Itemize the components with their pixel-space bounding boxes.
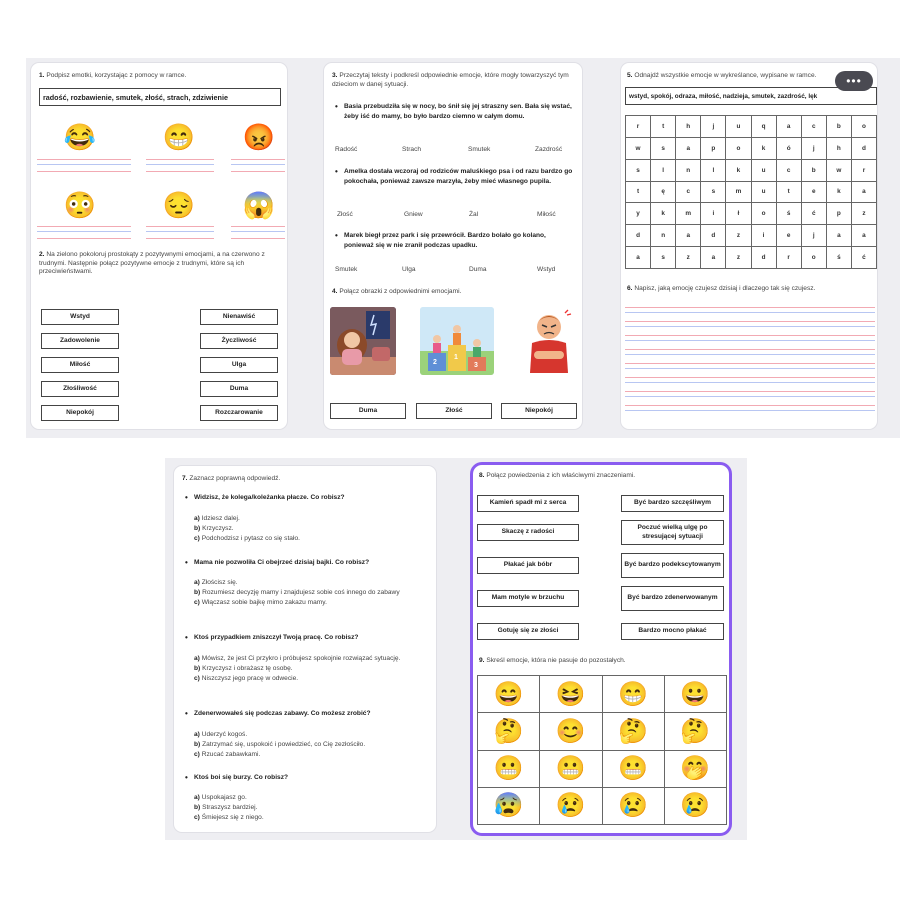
word-search-cell[interactable]: c [777, 160, 802, 182]
word-search-cell[interactable]: k [827, 182, 852, 204]
answers-2 [194, 578, 430, 608]
word-search-cell[interactable]: s [651, 138, 676, 160]
emoji-choice-cell[interactable]: 🤔 [478, 713, 540, 750]
task-2-instruction [39, 251, 281, 277]
emotion-box-left[interactable]: Wstyd [41, 309, 119, 325]
task-1-instruction [39, 72, 279, 81]
emoji-choice-cell[interactable]: 😬 [603, 751, 665, 788]
writing-line[interactable] [231, 159, 285, 160]
story-1-option[interactable]: Zazdrość [535, 146, 563, 153]
task-3-instruction [332, 72, 576, 89]
worried-girl-image [330, 307, 396, 375]
emotion-box-right[interactable]: Życzliwość [200, 333, 278, 349]
writing-line[interactable] [625, 349, 875, 350]
task-6-instruction [627, 285, 875, 294]
word-search-cell[interactable]: k [726, 160, 751, 182]
meaning-box[interactable]: Bardzo mocno płakać [621, 623, 724, 640]
word-search-cell[interactable]: j [802, 225, 827, 247]
illustration-worried-girl[interactable] [330, 307, 396, 375]
answer-option[interactable]: c) Podchodzisz i pytasz co się stało. [194, 534, 300, 542]
emoji-laughing-icon: 😂 [63, 121, 97, 152]
word-search-cell[interactable]: d [852, 138, 877, 160]
story-1-text: • Basia przebudziła się w nocy, bo śnił się jej straszny sen. Bała się wstać, żeby iść do mamy, bo było bardzo ciemno w całym domu. [344, 102, 576, 121]
answer-option[interactable]: b) Rozumiesz decyzję mamy i znajdujesz sobie coś innego do zabawy [194, 588, 400, 596]
word-search-cell[interactable]: p [827, 203, 852, 225]
story-2-option[interactable]: Żal [469, 211, 479, 218]
word-search-cell[interactable]: o [802, 247, 827, 269]
word-search-cell[interactable]: i [752, 225, 777, 247]
word-search-cell[interactable]: r [777, 247, 802, 269]
emotion-box-right[interactable]: Ulga [200, 357, 278, 373]
task-8-instruction [479, 472, 723, 481]
story-3-option[interactable]: Ulga [402, 266, 416, 273]
answer-option[interactable]: c) Rzucać zabawkami. [194, 750, 261, 758]
word-search-cell[interactable]: u [752, 160, 777, 182]
task-1-text: Podpisz emotki, korzystając z pomocy w ramce. [46, 72, 187, 79]
word-search-cell[interactable]: l [651, 160, 676, 182]
writing-line[interactable] [37, 164, 131, 165]
word-search-cell[interactable]: a [626, 247, 651, 269]
writing-line[interactable] [625, 307, 875, 308]
word-search-cell[interactable]: r [852, 160, 877, 182]
task-6-text: Napisz, jaką emocję czujesz dzisiaj i dlaczego tak się czujesz. [634, 285, 816, 292]
word-search-cell[interactable]: h [676, 116, 701, 138]
meaning-box[interactable]: Być bardzo szczęśliwym [621, 495, 724, 512]
word-search-cell[interactable]: b [802, 160, 827, 182]
task-4-number: 4. [332, 288, 338, 295]
word-search-cell[interactable]: ę [651, 182, 676, 204]
task-1-number: 1. [39, 72, 45, 79]
answer-option[interactable]: a) Mówisz, że jest Ci przykro i próbujesz spokojnie rozwiązać sytuację. [194, 655, 401, 662]
emoji-choice-cell[interactable]: 😊 [540, 713, 602, 750]
emoji-choice-cell[interactable]: 😀 [665, 676, 727, 713]
worksheet-page-4 [173, 465, 437, 833]
word-search-cell[interactable]: ś [777, 203, 802, 225]
word-search-cell[interactable]: a [676, 138, 701, 160]
writing-line[interactable] [625, 335, 875, 336]
word-search-cell[interactable]: q [752, 116, 777, 138]
writing-line[interactable] [37, 231, 131, 232]
task-5-instruction [627, 72, 827, 81]
answer-option[interactable]: a) Idziesz dalej. [194, 515, 240, 522]
word-search-cell[interactable]: h [827, 138, 852, 160]
emotion-label-box[interactable]: Złość [416, 403, 492, 419]
writing-line[interactable] [625, 396, 875, 397]
word-search-cell[interactable]: m [726, 182, 751, 204]
story-2-option[interactable]: Gniew [404, 211, 423, 218]
task-1-word-bank: radość, rozbawienie, smutek, złość, strach, zdziwienie [39, 88, 281, 106]
task-9-text: Skreśl emocje, która nie pasuje do pozostałych. [486, 657, 626, 664]
answers-1 [194, 514, 430, 544]
word-search-cell[interactable]: d [752, 247, 777, 269]
task-8-number: 8. [479, 472, 485, 479]
emoji-choice-cell[interactable]: 😬 [540, 751, 602, 788]
question-4: • Zdenerwowałeś się podczas zabawy. Co możesz zrobić? [194, 709, 430, 719]
answers-4 [194, 730, 430, 760]
word-search-cell[interactable]: s [701, 182, 726, 204]
word-search-cell[interactable]: s [651, 247, 676, 269]
word-search-cell[interactable]: z [726, 247, 751, 269]
illustration-podium-kids[interactable] [420, 307, 494, 375]
podium-place-2: 2 [433, 359, 437, 366]
emoji-choice-cell[interactable]: 🤔 [665, 713, 727, 750]
angry-boy-image [520, 307, 578, 375]
word-search-cell[interactable]: t [777, 182, 802, 204]
answer-option[interactable]: c) Śmiejesz się z niego. [194, 813, 264, 821]
writing-line[interactable] [37, 159, 131, 160]
meaning-box[interactable]: Być bardzo podekscytowanym [621, 553, 724, 578]
emoji-choice-cell[interactable]: 😰 [478, 788, 540, 825]
word-search-cell[interactable]: n [651, 225, 676, 247]
writing-line[interactable] [231, 226, 285, 227]
word-search-cell[interactable]: c [676, 182, 701, 204]
word-search-cell[interactable]: t [626, 182, 651, 204]
answer-option[interactable]: c) Niszczysz jego pracę w odwecie. [194, 674, 299, 682]
writing-line[interactable] [146, 164, 214, 165]
question-2: • Mama nie pozwoliła Ci obejrzeć dzisiaj bajki. Co robisz? [194, 558, 430, 568]
writing-line[interactable] [625, 410, 875, 411]
question-5: • Ktoś boi się burzy. Co robisz? [194, 773, 430, 783]
task-3-number: 3. [332, 72, 338, 79]
word-search-cell[interactable]: r [626, 116, 651, 138]
word-search-cell[interactable]: ó [777, 138, 802, 160]
writing-line[interactable] [146, 231, 214, 232]
saying-box[interactable]: Gotuję się ze złości [477, 623, 579, 640]
word-search-cell[interactable]: o [752, 203, 777, 225]
task-3-text: Przeczytaj teksty i podkreśl odpowiednie emocje, które mogły towarzyszyć tym dzieciom w danej sytuacji. [332, 72, 569, 88]
word-search-cell[interactable]: p [701, 138, 726, 160]
emoji-choice-cell[interactable]: 🤔 [603, 713, 665, 750]
more-options-button[interactable]: ••• [835, 71, 873, 91]
writing-line[interactable] [231, 231, 285, 232]
writing-line[interactable] [625, 321, 875, 322]
word-search-grid[interactable] [625, 115, 877, 269]
emoji-choice-cell[interactable]: 😆 [540, 676, 602, 713]
word-search-cell[interactable]: a [852, 225, 877, 247]
word-search-cell[interactable]: a [701, 247, 726, 269]
writing-line[interactable] [625, 405, 875, 406]
word-search-cell[interactable]: e [777, 225, 802, 247]
writing-line[interactable] [146, 159, 214, 160]
word-search-cell[interactable]: j [701, 116, 726, 138]
word-search-cell[interactable]: a [676, 225, 701, 247]
answer-option[interactable]: b) Krzyczysz i obrażasz tę osobę. [194, 664, 293, 672]
word-search-cell[interactable]: z [726, 225, 751, 247]
writing-line[interactable] [37, 238, 131, 239]
story-3-option[interactable]: Smutek [335, 266, 358, 273]
emoji-choice-cell[interactable]: 😢 [540, 788, 602, 825]
writing-line[interactable] [625, 312, 875, 313]
task-5-number: 5. [627, 72, 633, 79]
word-search-cell[interactable]: k [651, 203, 676, 225]
word-search-cell[interactable]: j [802, 138, 827, 160]
word-search-cell[interactable]: n [676, 160, 701, 182]
word-search-cell[interactable]: c [802, 116, 827, 138]
writing-line[interactable] [625, 340, 875, 341]
task-4-text: Połącz obrazki z odpowiednimi emocjami. [339, 288, 462, 295]
task-6-number: 6. [627, 285, 633, 292]
task-5-word-bank: wstyd, spokój, odraza, miłość, nadzieja, smutek, zazdrość, lęk [625, 87, 877, 105]
saying-box[interactable]: Mam motyle w brzuchu [477, 590, 579, 607]
emoji-angry-icon: 😡 [242, 121, 276, 152]
story-3-text: • Marek biegł przez park i się przewrócił. Bardzo bolało go kolano, ponieważ się w nie zranił podczas upadku. [344, 231, 576, 250]
writing-line[interactable] [146, 238, 214, 239]
answer-option[interactable]: b) Straszysz bardziej. [194, 803, 258, 811]
task-6-writing-area[interactable] [625, 307, 875, 419]
task-7-text: Zaznacz poprawną odpowiedź. [189, 475, 281, 482]
emoji-choice-cell[interactable]: 😢 [665, 788, 727, 825]
word-search-cell[interactable]: w [827, 160, 852, 182]
task-5-text: Odnajdź wszystkie emocje w wykreślance, wypisane w ramce. [634, 72, 817, 79]
question-3: • Ktoś przypadkiem zniszczył Twoją pracę. Co robisz? [194, 633, 430, 643]
writing-line[interactable] [625, 368, 875, 369]
word-search-cell[interactable]: z [852, 203, 877, 225]
answer-option[interactable]: a) Złościsz się. [194, 579, 238, 586]
word-search-cell[interactable]: e [802, 182, 827, 204]
word-search-cell[interactable]: i [701, 203, 726, 225]
emotion-box-left[interactable]: Niepokój [41, 405, 119, 421]
writing-line[interactable] [231, 238, 285, 239]
emotion-box-right[interactable]: Duma [200, 381, 278, 397]
word-search-cell[interactable]: d [701, 225, 726, 247]
meaning-box[interactable]: Być bardzo zdenerwowanym [621, 586, 724, 611]
story-1-option[interactable]: Strach [402, 146, 422, 153]
question-1: • Widzisz, że kolega/koleżanka płacze. Co robisz? [194, 493, 430, 503]
emotion-box-right[interactable]: Nienawiść [200, 309, 278, 325]
story-1-option[interactable]: Radość [335, 146, 358, 153]
word-search-cell[interactable]: u [726, 116, 751, 138]
word-search-cell[interactable]: w [626, 138, 651, 160]
word-search-cell[interactable]: s [626, 160, 651, 182]
answer-option[interactable]: a) Uspokajasz go. [194, 794, 247, 801]
writing-line[interactable] [231, 171, 285, 172]
writing-line[interactable] [625, 377, 875, 378]
task-2-text: Na zielono pokoloruj prostokąty z pozytywnymi emocjami, a na czerwono z trudnymi. Następnie połącz pozytywne emocje z trudnymi, które są ich przeciwieństwami. [39, 251, 265, 276]
writing-line[interactable] [37, 226, 131, 227]
writing-line[interactable] [625, 363, 875, 364]
word-search-cell[interactable]: y [626, 203, 651, 225]
story-2-text: • Amelka dostała wczoraj od rodziców maluśkiego psa i od razu bardzo go pokochała, ponieważ zawsze marzyła, żeby mieć własnego pupila. [344, 167, 576, 186]
story-1-option[interactable]: Smutek [468, 146, 491, 153]
emotion-label-box[interactable]: Duma [330, 403, 406, 419]
emotion-box-left[interactable]: Miłość [41, 357, 119, 373]
word-search-cell[interactable]: k [752, 138, 777, 160]
emotion-box-left[interactable]: Zadowolenie [41, 333, 119, 349]
word-search-cell[interactable]: ć [852, 247, 877, 269]
answer-option[interactable]: b) Krzyczysz. [194, 524, 234, 532]
writing-line[interactable] [37, 171, 131, 172]
saying-box[interactable]: Kamień spadł mi z serca [477, 495, 579, 512]
word-search-cell[interactable]: a [777, 116, 802, 138]
word-search-cell[interactable]: ś [827, 247, 852, 269]
word-search-cell[interactable]: t [651, 116, 676, 138]
story-2-option[interactable]: Złość [337, 211, 353, 218]
word-search-cell[interactable]: ć [802, 203, 827, 225]
word-search-cell[interactable]: ł [726, 203, 751, 225]
answers-5 [194, 793, 430, 823]
word-search-cell[interactable]: l [701, 160, 726, 182]
task-7-number: 7. [182, 475, 188, 482]
story-3-option[interactable]: Duma [469, 266, 487, 273]
podium-place-3: 3 [474, 362, 478, 369]
emoji-sad-icon: 😔 [162, 189, 196, 220]
emoji-grinning-icon: 😁 [162, 121, 196, 152]
saying-box[interactable]: Płakać jak bóbr [477, 557, 579, 574]
emotion-box-left[interactable]: Złośliwość [41, 381, 119, 397]
word-search-cell[interactable]: b [827, 116, 852, 138]
saying-box[interactable]: Skaczę z radości [477, 524, 579, 541]
worksheet-page-5-selected[interactable] [470, 462, 732, 836]
emoji-odd-one-out-grid [477, 675, 727, 825]
story-2-option[interactable]: Miłość [537, 211, 556, 218]
worksheet-page-1 [30, 62, 288, 430]
writing-line[interactable] [146, 171, 214, 172]
illustration-angry-boy[interactable] [520, 307, 578, 375]
word-search-cell[interactable]: o [852, 116, 877, 138]
word-search-cell[interactable]: a [827, 225, 852, 247]
task-2-number: 2. [39, 251, 45, 258]
emoji-choice-cell[interactable]: 🤭 [665, 751, 727, 788]
emotion-box-right[interactable]: Rozczarowanie [200, 405, 278, 421]
task-9-number: 9. [479, 657, 485, 664]
word-search-cell[interactable]: u [752, 182, 777, 204]
writing-line[interactable] [231, 164, 285, 165]
writing-line[interactable] [625, 382, 875, 383]
worksheet-page-2 [323, 62, 583, 430]
emotion-label-box[interactable]: Niepokój [501, 403, 577, 419]
emoji-flushed-icon: 😳 [63, 189, 97, 220]
word-search-cell[interactable]: z [676, 247, 701, 269]
emoji-choice-cell[interactable]: 😁 [603, 676, 665, 713]
emoji-screaming-icon: 😱 [242, 189, 276, 220]
writing-line[interactable] [625, 354, 875, 355]
word-search-cell[interactable]: m [676, 203, 701, 225]
word-search-cell[interactable]: d [626, 225, 651, 247]
task-8-text: Połącz powiedzenia z ich właściwymi znaczeniami. [486, 472, 636, 479]
podium-place-1: 1 [454, 354, 458, 361]
writing-line[interactable] [146, 226, 214, 227]
task-4-instruction [332, 288, 576, 297]
answers-3 [194, 654, 430, 684]
meaning-box[interactable]: Poczuć wielką ulgę po stresującej sytuacji [621, 520, 724, 545]
answer-option[interactable]: b) Zatrzymać się, uspokoić i powiedzieć, co Cię zezłościło. [194, 740, 366, 748]
word-search-cell[interactable]: o [726, 138, 751, 160]
story-3-option[interactable]: Wstyd [537, 266, 556, 273]
emoji-choice-cell[interactable]: 😢 [603, 788, 665, 825]
writing-line[interactable] [625, 391, 875, 392]
word-search-cell[interactable]: a [852, 182, 877, 204]
answer-option[interactable]: c) Włączasz sobie bajkę mimo zakazu mamy. [194, 598, 327, 606]
answer-option[interactable]: a) Uderzyć kogoś. [194, 731, 248, 738]
worksheet-page-3 [620, 62, 878, 430]
podium-image [420, 307, 494, 375]
task-9-instruction [479, 657, 723, 666]
emoji-choice-cell[interactable]: 😄 [478, 676, 540, 713]
task-7-instruction [182, 475, 422, 484]
writing-line[interactable] [625, 326, 875, 327]
emoji-choice-cell[interactable]: 😬 [478, 751, 540, 788]
